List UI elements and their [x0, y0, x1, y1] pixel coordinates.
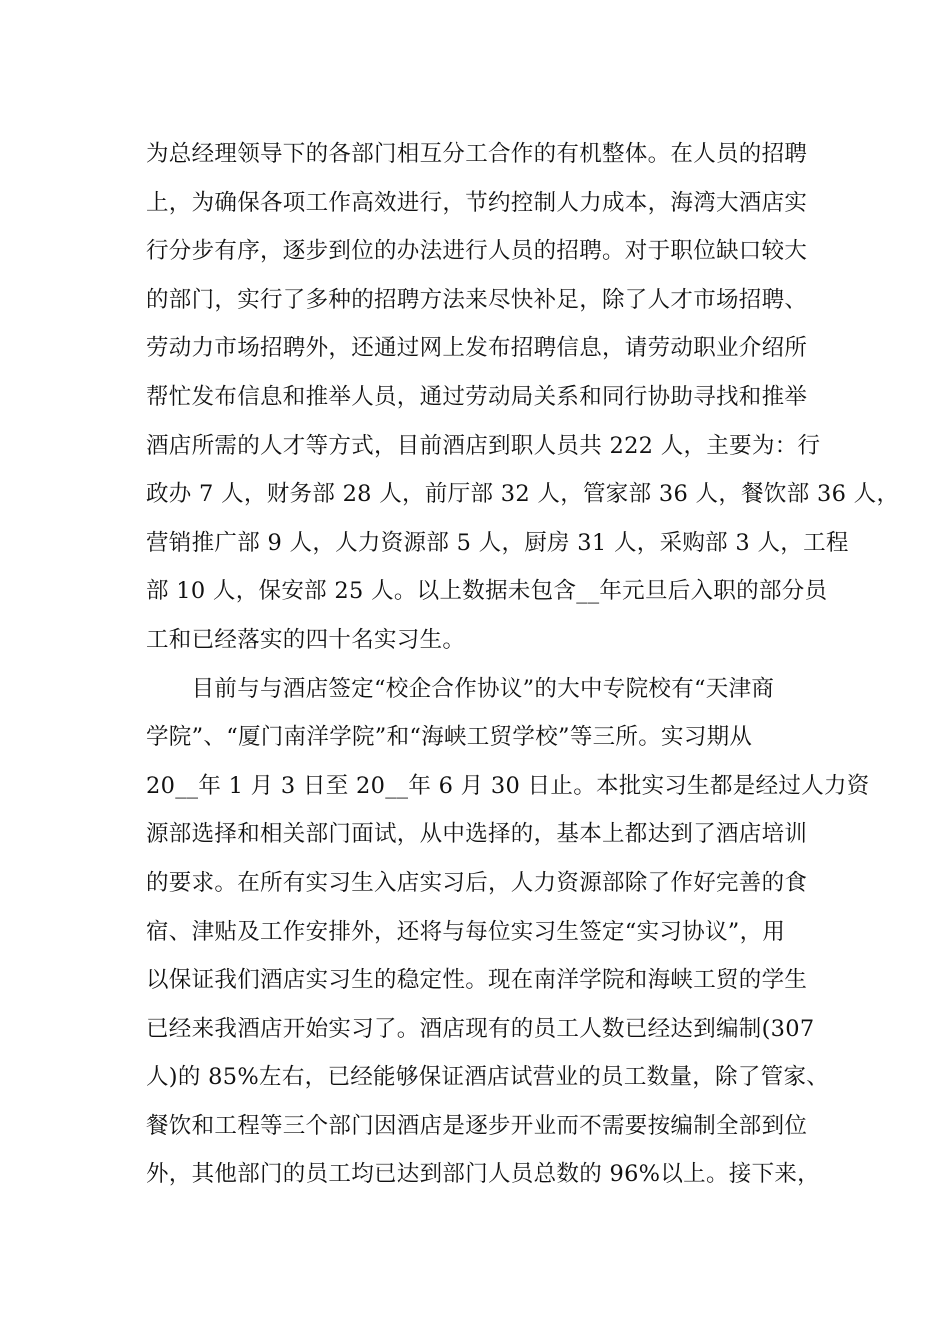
text-line: 工和已经落实的四十名实习生。	[146, 626, 466, 653]
text-line: 人)的 85%左右，已经能够保证酒店试营业的员工数量，除了管家、	[146, 1064, 830, 1091]
text-line: 的要求。在所有实习生入店实习后，人力资源部除了作好完善的食	[146, 869, 808, 896]
text-line: 的部门，实行了多种的招聘方法来尽快补足，除了人才市场招聘、	[146, 286, 808, 313]
text-line: 部 10 人，保安部 25 人。以上数据未包含__年元旦后入职的部分员	[146, 578, 828, 605]
text-line: 帮忙发布信息和推举人员，通过劳动局关系和同行协助寻找和推举	[146, 383, 808, 410]
text-line: 外，其他部门的员工均已达到部门人员总数的 96%以上。接下来，	[146, 1161, 820, 1188]
text-line: 餐饮和工程等三个部门因酒店是逐步开业而不需要按编制全部到位	[146, 1112, 808, 1139]
text-line: 已经来我酒店开始实习了。酒店现有的员工人数已经达到编制(307	[146, 1015, 815, 1042]
text-line: 以保证我们酒店实习生的稳定性。现在南洋学院和海峡工贸的学生	[146, 967, 808, 994]
text-line: 上，为确保各项工作高效进行，节约控制人力成本，海湾大酒店实	[146, 189, 808, 216]
text-line: 营销推广部 9 人，人力资源部 5 人，厨房 31 人，采购部 3 人，工程	[146, 529, 849, 556]
text-line: 学院”、“厦门南洋学院”和“海峡工贸学校”等三所。实习期从	[146, 724, 753, 751]
text-line: 为总经理领导下的各部门相互分工合作的有机整体。在人员的招聘	[146, 141, 808, 167]
text-line: 劳动力市场招聘外，还通过网上发布招聘信息，请劳动职业介绍所	[146, 335, 808, 362]
text-line: 20__年 1 月 3 日至 20__年 6 月 30 日止。本批实习生都是经过人力资	[146, 772, 870, 799]
text-line: 政办 7 人，财务部 28 人，前厅部 32 人，管家部 36 人，餐饮部 36 人，	[146, 481, 900, 508]
text-line: 行分步有序，逐步到位的办法进行人员的招聘。对于职位缺口较大	[146, 238, 808, 265]
text-line: 宿、津贴及工作安排外，还将与每位实习生签定“实习协议”，用	[146, 918, 786, 945]
text-line: 酒店所需的人才等方式，目前酒店到职人员共 222 人，主要为：行	[146, 432, 821, 459]
body-text	[146, 130, 900, 1199]
paragraph-start-line: 目前与与酒店签定“校企合作协议”的大中专院校有“天津商	[146, 675, 775, 702]
text-line: 源部选择和相关部门面试，从中选择的，基本上都达到了酒店培训	[146, 821, 808, 848]
